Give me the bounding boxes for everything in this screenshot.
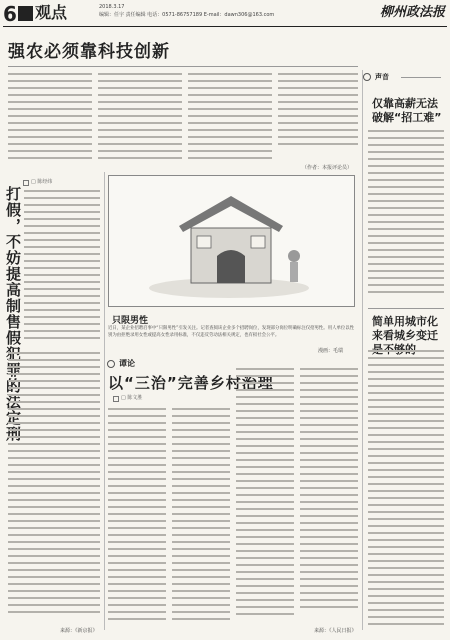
second-article-body [172,408,230,624]
section-tag [107,358,161,370]
cartoon-image [108,175,355,307]
section-tag-label: 谭论 [119,359,135,368]
second-article-byline: □ 陈文胜 [121,395,143,401]
side-article-credit: 来源：《新京报》 [60,628,98,634]
second-article-body [236,368,294,624]
right-article-2-body [368,350,444,630]
main-article-body [98,73,182,165]
page-header [3,3,447,27]
divider [104,172,105,630]
main-article-body [188,73,272,165]
voices-tag-label: 声音 [375,73,389,81]
section-marker-icon [18,6,33,21]
main-article-body [278,73,358,165]
main-headline: 强农必须靠科技创新 [8,42,170,62]
cartoon-caption: 近日，某企业招聘启事中“只限男性”引发关注。记者查阅该企业多个招聘岗位，发现部分岗位明确标注仅招男性。用人单位以性别为由拒绝录用女性或提高女性录用标准，不仅违反劳动法相关规定，也有损社会公平。 [108,326,355,338]
right-article-1-body [368,130,444,302]
voices-tag [363,71,443,83]
second-article-headline: 以“三治”完善乡村治理 [108,374,274,392]
tag-circle-icon [107,360,115,368]
side-article-byline: □ 陈经纬 [31,179,53,185]
divider [8,66,358,67]
section-name: 观点 [35,3,68,22]
second-article-body [300,368,358,616]
house-cartoon-icon [109,176,355,307]
divider [368,308,444,309]
right-headline-1: 仅靠高薪无法破解“招工难” [372,97,442,124]
divider [362,70,363,630]
page-number: 6 [3,2,17,26]
second-article-credit: 来源：《人民日报》 [314,628,357,634]
issue-date: 2018.3.17 [99,4,125,10]
main-article-body [8,73,92,165]
right-headline-2: 简单用城市化来看城乡变迁是不够的 [372,315,438,356]
divider [401,77,441,78]
side-article-body [24,190,100,342]
editor-contact: 编辑：任宇 责任编辑 电话：0571-86757189 E-mail：dawn306@163.com [99,12,275,18]
side-article-headline: 打假，不妨提高制售假犯罪的法定刑 [4,186,22,442]
byline-marker-icon [113,396,119,402]
cartoon-credit: 漫画：毛瑞 [318,348,344,354]
main-article-credit: （作者：本报评论员） [302,165,353,171]
cartoon-title: 只限男性 [112,316,149,326]
side-article-body [8,352,100,617]
second-article-body [108,408,166,624]
byline-marker-icon [23,180,29,186]
masthead-logo: 柳州政法报 [379,5,445,20]
tag-circle-icon [363,73,371,81]
